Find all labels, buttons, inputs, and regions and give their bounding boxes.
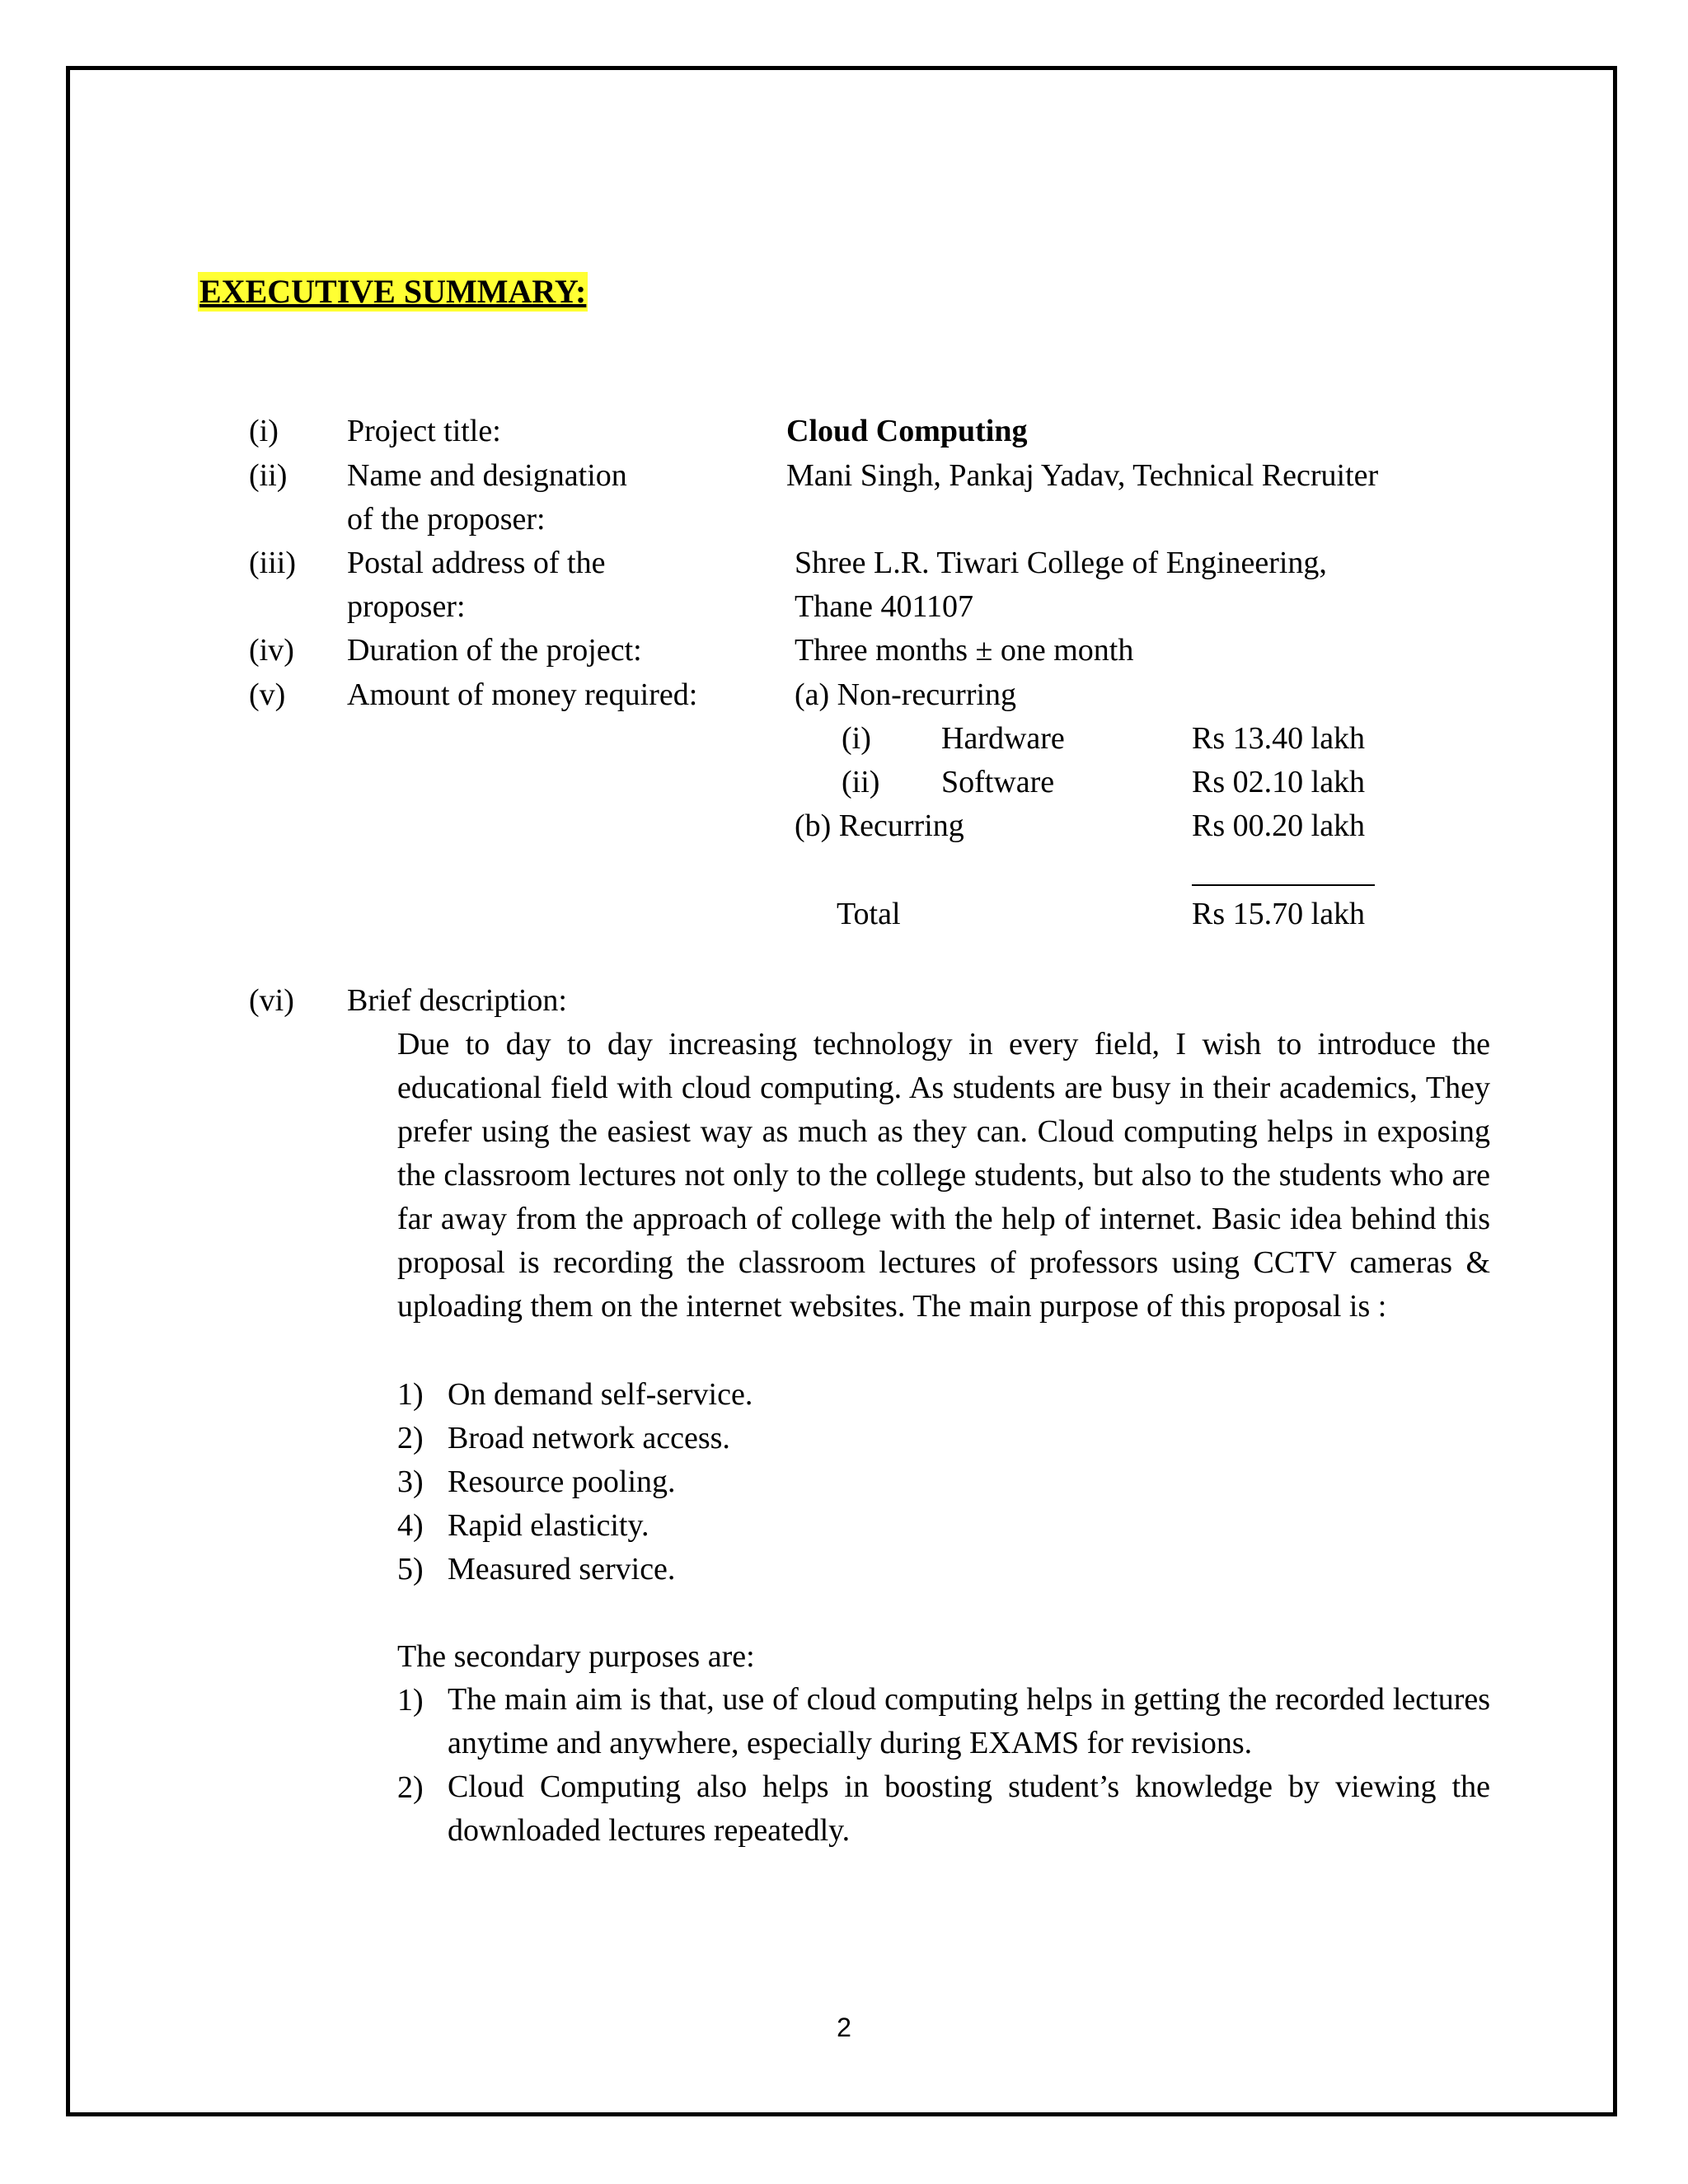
project-title-value: Cloud Computing (786, 414, 1028, 448)
field-label: proposer: (347, 589, 466, 624)
budget-total-amount: Rs 15.70 lakh (1192, 897, 1366, 931)
budget-item-amount: Rs 02.10 lakh (1192, 765, 1366, 799)
list-number: 5) (397, 1552, 424, 1586)
field-label: Postal address of the (347, 546, 606, 580)
list-item: Resource pooling. (448, 1465, 676, 1499)
field-label: of the proposer: (347, 502, 546, 537)
field-number: (v) (249, 677, 286, 712)
budget-item-number: (i) (842, 721, 871, 756)
list-item: The main aim is that, use of cloud computing helps in getting the recorded lectures anytime and anywhere, especially during EXAMS for revisions. (448, 1682, 1490, 1760)
field-number: (vi) (249, 983, 294, 1018)
page-number: 2 (837, 2013, 851, 2042)
field-label: Project title: (347, 414, 501, 448)
duration-value: Three months ± one month (795, 633, 1134, 668)
budget-item-amount: Rs 00.20 lakh (1192, 808, 1366, 843)
list-number: 2) (397, 1421, 424, 1455)
list-number: 1) (397, 1683, 424, 1718)
budget-item-label: Software (941, 765, 1055, 799)
list-item: Cloud Computing also helps in boosting student’s knowledge by viewing the downloaded lectures repeatedly. (448, 1769, 1490, 1848)
list-item: Measured service. (448, 1552, 676, 1586)
budget-recurring-label: (b) Recurring (795, 808, 964, 843)
field-number: (ii) (249, 458, 288, 493)
field-label: Name and designation (347, 458, 627, 493)
budget-item-amount: Rs 13.40 lakh (1192, 721, 1366, 756)
list-item: On demand self-service. (448, 1377, 753, 1412)
list-number: 2) (397, 1770, 424, 1805)
field-number: (iii) (249, 546, 296, 580)
section-heading: EXECUTIVE SUMMARY: (199, 273, 587, 310)
field-label: Duration of the project: (347, 633, 642, 668)
list-number: 1) (397, 1377, 424, 1412)
postal-address-line: Thane 401107 (795, 589, 974, 624)
field-label: Amount of money required: (347, 677, 698, 712)
budget-total-label: Total (837, 897, 901, 931)
list-number: 3) (397, 1465, 424, 1499)
secondary-heading: The secondary purposes are: (397, 1639, 755, 1674)
budget-non-recurring: (a) Non-recurring (795, 677, 1017, 712)
field-label: Brief description: (347, 983, 567, 1018)
list-item: Broad network access. (448, 1421, 730, 1455)
list-number: 4) (397, 1508, 424, 1543)
description-paragraph: Due to day to day increasing technology in every field, I wish to introduce the educational field with cloud computing. As students are busy in their academics, They prefer using the easiest way as much as they can. Cloud computing helps in exposing the classroom lectures not only to the college students, but also to the students who are far away from the approach of college with the help of internet. Basic idea behind this proposal is recording the classroom lectures of professors using CCTV cameras & uploading them on the internet websites. The main purpose of this proposal is : (397, 1027, 1490, 1324)
list-item: Rapid elasticity. (448, 1508, 649, 1543)
field-number: (i) (249, 414, 279, 448)
field-number: (iv) (249, 633, 294, 668)
budget-item-number: (ii) (842, 765, 880, 799)
budget-item-label: Hardware (941, 721, 1065, 756)
total-rule (1192, 884, 1375, 886)
proposer-name-value: Mani Singh, Pankaj Yadav, Technical Recruiter (786, 458, 1379, 493)
postal-address-line: Shree L.R. Tiwari College of Engineering, (795, 546, 1327, 580)
